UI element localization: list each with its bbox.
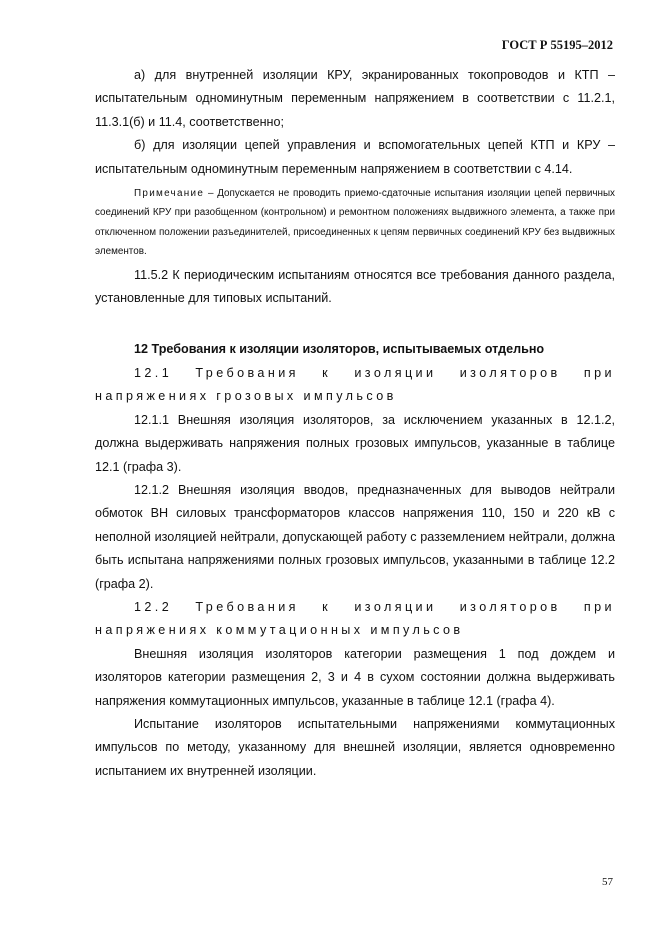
subsection-heading-12-2: 12.2 Требования к изоляции изоляторов при напряжениях коммутационных импульсов	[95, 599, 615, 638]
document-header: ГОСТ Р 55195–2012	[501, 38, 613, 52]
subsection-heading-12-1: 12.1 Требования к изоляции изоляторов при напряжениях грозовых импульсов	[95, 365, 615, 404]
paragraph-12-2-b: Испытание изоляторов испытательными напряжениями коммутационных импульсов по методу, указанному для внешней изоляции, является одновременно испытанием их внутренней изоляции.	[95, 716, 615, 778]
paragraph-12-1-1: 12.1.1 Внешняя изоляция изоляторов, за исключением указанных в 12.1.2, должна выдерживать напряжения полных грозовых импульсов, указанные в таблице 12.1 (графа 3).	[95, 412, 615, 474]
paragraph-item-b: б) для изоляции цепей управления и вспомогательных цепей КТП и КРУ – испытательным одноминутным переменным напряжением в соответствии с 4.14.	[95, 138, 615, 176]
note-text: – Допускается не проводить приемо-сдаточные испытания изоляции цепей первичных соединений КРУ при разобщенном (контрольном) и ремонтном положениях выдвижного элемента, а также при отключенном положении разъединителей, присоединенных к цепям первичных соединений КРУ без выдвижных элементов.	[95, 188, 615, 258]
paragraph-12-1-2: 12.1.2 Внешняя изоляция вводов, предназначенных для выводов нейтрали обмоток ВН силовых трансформаторов классов напряжения 110, 150 и 220 кВ с неполной изоляцией нейтрали, допускающей работу с разземлением нейтрали, должна быть испытана напряжениями полных грозовых импульсов, указанными в таблице 12.2 (графа 2).	[95, 482, 615, 591]
paragraph-11-5-2: 11.5.2 К периодическим испытаниям относятся все требования данного раздела, установленные для типовых испытаний.	[95, 267, 615, 306]
page-number: 57	[602, 876, 613, 888]
section-heading-12: 12 Требования к изоляции изоляторов, испытываемых отдельно	[134, 342, 545, 357]
paragraph-item-a: а) для внутренней изоляции КРУ, экранированных токопроводов и КТП – испытательным одноминутным переменным напряжением в соответствии с 11.2.1, 11.3.1(б) и 11.4, соответственно;	[95, 68, 615, 129]
document-body	[95, 64, 615, 783]
note-label: Примечание	[134, 188, 205, 200]
paragraph-12-2-a: Внешняя изоляция изоляторов категории размещения 1 под дождем и изоляторов категории размещения 2, 3 и 4 в сухом состоянии должна выдерживать напряжения коммутационных импульсов, указанные в таблице 12.1 (графа 4).	[95, 646, 615, 708]
note	[95, 184, 615, 262]
